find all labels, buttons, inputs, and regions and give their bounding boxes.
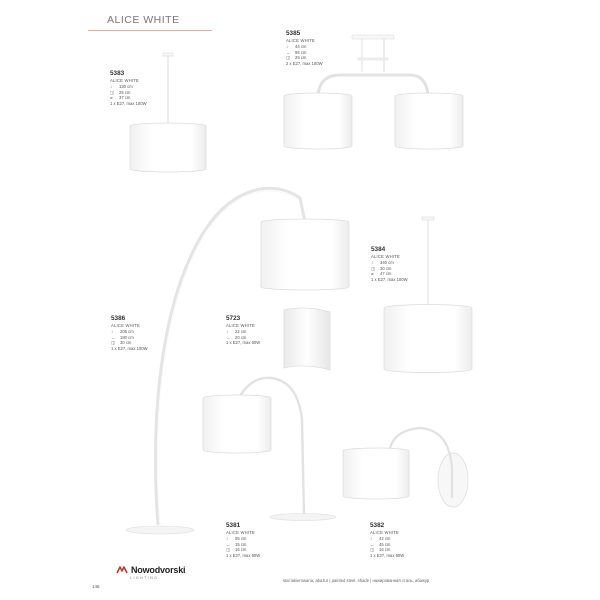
product-code: 5383 [110, 70, 125, 77]
width-icon: ↔ [370, 541, 375, 547]
brand-subtitle: LIGHTING [130, 576, 159, 580]
dim-height: 44 cm [295, 44, 307, 50]
height-icon: ↕ [226, 536, 229, 542]
dim-width: 95 cm [295, 49, 307, 55]
bulb-note: 1 x E27, max 60W [226, 552, 261, 558]
bulb-note: 1 x E27, max 60W [370, 552, 405, 558]
spec-5383 [110, 70, 147, 106]
product-code: 5386 [111, 315, 126, 322]
width-icon: ↔ [226, 334, 231, 340]
dim-shade: 25 cm [295, 55, 307, 61]
shade-height-icon: ◫ [370, 547, 374, 553]
dim-width: 15 cm [235, 541, 247, 547]
shade-height-icon: ◫ [226, 547, 230, 553]
product-code: 5384 [371, 246, 386, 253]
brand-mark-icon [116, 565, 128, 575]
brand-name: Nowodvorski [131, 565, 186, 575]
dim-height: 130 cm [119, 84, 133, 90]
product-name: ALICE WHITE [370, 529, 399, 535]
dim-height: 42 cm [379, 536, 391, 542]
materials-note: stal lakierowana, abażur | painted steel, shade | нажированная сталь, абажур [283, 578, 430, 583]
dim-height: 205 cm [120, 329, 134, 335]
spec-5723 [226, 315, 260, 346]
width-icon: ↔ [286, 49, 291, 55]
bulb-note: 1 x E27, max 100W [110, 100, 147, 106]
dim-shade: 25 cm [119, 89, 131, 95]
page-number: 146 [92, 584, 100, 589]
product-code: 5381 [226, 522, 241, 529]
shade-height-icon: ◫ [371, 265, 375, 271]
product-code: 5723 [226, 315, 241, 322]
brand-logo [116, 565, 185, 575]
width-icon: ↔ [226, 541, 231, 547]
product-name: ALICE WHITE [226, 529, 255, 535]
series-title: ALICE WHITE [107, 14, 180, 26]
height-icon: ↕ [286, 44, 289, 50]
product-name: ALICE WHITE [286, 37, 315, 43]
product-code: 5382 [370, 522, 385, 529]
diameter-icon: ⌀ [110, 95, 113, 101]
height-icon: ↕ [110, 84, 113, 90]
dim-diameter: 47 cm [380, 271, 392, 277]
bulb-note: 1 x E27, max 100W [111, 345, 148, 351]
product-name: ALICE WHITE [226, 322, 255, 328]
lamp-5723 [284, 308, 330, 370]
shade-height-icon: ◫ [111, 340, 115, 346]
product-code: 5385 [286, 30, 301, 37]
spec-5382 [370, 522, 404, 558]
dim-width: 20 cm [235, 334, 247, 340]
lamp-5381 [203, 378, 336, 521]
spec-5386 [111, 315, 148, 351]
height-icon: ↕ [371, 260, 374, 266]
dim-diameter: 37 cm [119, 95, 131, 101]
bulb-note: 2 x E27, max 100W [286, 60, 323, 66]
height-icon: ↕ [226, 329, 229, 335]
dim-height: 22 cm [235, 329, 247, 335]
dim-shade: 16 cm [379, 547, 391, 553]
dim-shade: 16 cm [235, 547, 247, 553]
shade-height-icon: ◫ [110, 89, 114, 95]
dim-height: 340 cm [380, 260, 394, 266]
dim-width: 45 cm [379, 541, 391, 547]
bulb-note: 1 x E27, max 60W [226, 340, 261, 346]
lamp-5382 [343, 428, 468, 507]
height-icon: ↕ [370, 536, 373, 542]
bulb-note: 1 x E27, max 100W [371, 276, 408, 282]
product-name: ALICE WHITE [110, 77, 139, 83]
spec-5384 [371, 246, 408, 282]
product-name: ALICE WHITE [371, 253, 400, 259]
product-name: ALICE WHITE [111, 322, 140, 328]
diameter-icon: ⌀ [371, 271, 374, 277]
spec-5381 [226, 522, 260, 558]
width-icon: ↔ [111, 334, 116, 340]
dim-shade: 30 cm [120, 340, 132, 346]
spec-5385 [286, 30, 323, 66]
shade-height-icon: ◫ [286, 55, 290, 61]
lamp-5384 [384, 217, 472, 373]
height-icon: ↕ [111, 329, 114, 335]
dim-height: 55 cm [235, 536, 247, 542]
dim-width: 180 cm [120, 334, 134, 340]
dim-shade: 30 cm [380, 265, 392, 271]
